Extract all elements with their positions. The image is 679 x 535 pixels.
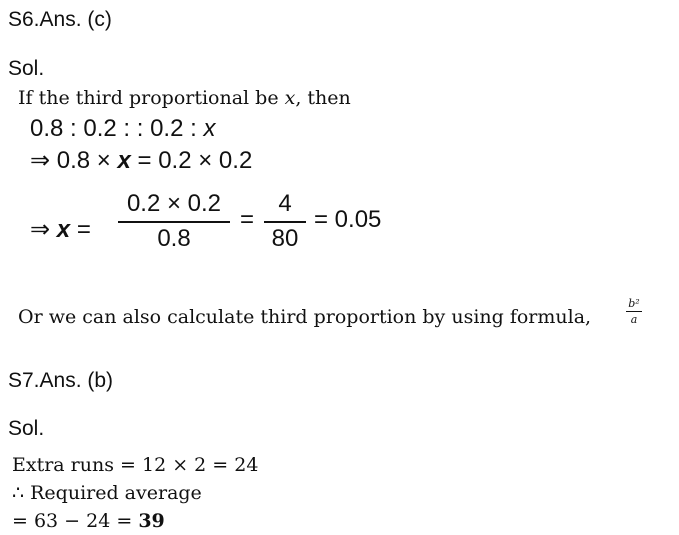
s7-result-text: = 63 − 24 = — [12, 510, 139, 532]
s6-formula-denominator: a — [630, 313, 638, 326]
s6-equation-line — [30, 146, 252, 175]
s6-proportion-text: 0.8 : 0.2 : : 0.2 : — [30, 115, 204, 142]
s7-extra-runs-line: Extra runs = 12 × 2 = 24 — [12, 454, 259, 476]
s6-answer-heading: S6.Ans. (c) — [8, 8, 112, 31]
s6-equation-variable: x — [117, 147, 131, 174]
s7-sol-label: Sol. — [8, 417, 45, 440]
s6-formula-fraction — [626, 298, 642, 325]
s6-sol-label: Sol. — [8, 57, 45, 80]
s6-proportion-variable: x — [203, 115, 216, 142]
s6-fraction-1-numerator: 0.2 × 0.2 — [126, 190, 222, 217]
s6-formula-numerator: b² — [628, 297, 640, 310]
s6-fraction-2-denominator: 80 — [271, 225, 299, 252]
s6-formula-text: Or we can also calculate third proportion by using formula, — [18, 306, 592, 328]
s7-answer-value: 39 — [138, 510, 165, 532]
s6-equation-post: = 0.2 × 0.2 — [130, 147, 253, 174]
s6-fraction-2-bar — [264, 221, 306, 223]
s7-answer-heading: S7.Ans. (b) — [8, 369, 114, 392]
s6-proportion-line — [30, 115, 215, 143]
s6-solution-lhs — [30, 215, 91, 244]
s6-fraction-1 — [118, 192, 230, 251]
s6-implies-arrow: ⇒ — [30, 216, 51, 243]
s6-intro-line — [18, 87, 351, 109]
s6-fraction-2-numerator: 4 — [278, 190, 292, 217]
s6-solution-variable: x — [56, 216, 71, 243]
s6-intro-variable: x — [284, 87, 296, 109]
s6-formula-bar — [626, 311, 642, 312]
s7-required-average-line: ∴ Required average — [12, 482, 202, 504]
s6-middle-equals: = — [240, 206, 255, 233]
s6-solution-equals: = — [76, 216, 91, 243]
s6-fraction-1-denominator: 0.8 — [157, 225, 191, 252]
s6-fraction-1-bar — [118, 221, 230, 223]
s6-equation-pre: ⇒ 0.8 × — [30, 147, 118, 174]
s6-fraction-2 — [264, 192, 306, 251]
s6-intro-end: , then — [295, 87, 351, 109]
s6-result: = 0.05 — [314, 206, 382, 233]
s6-intro-text: If the third proportional be — [18, 87, 285, 109]
s7-result-line — [12, 510, 165, 532]
